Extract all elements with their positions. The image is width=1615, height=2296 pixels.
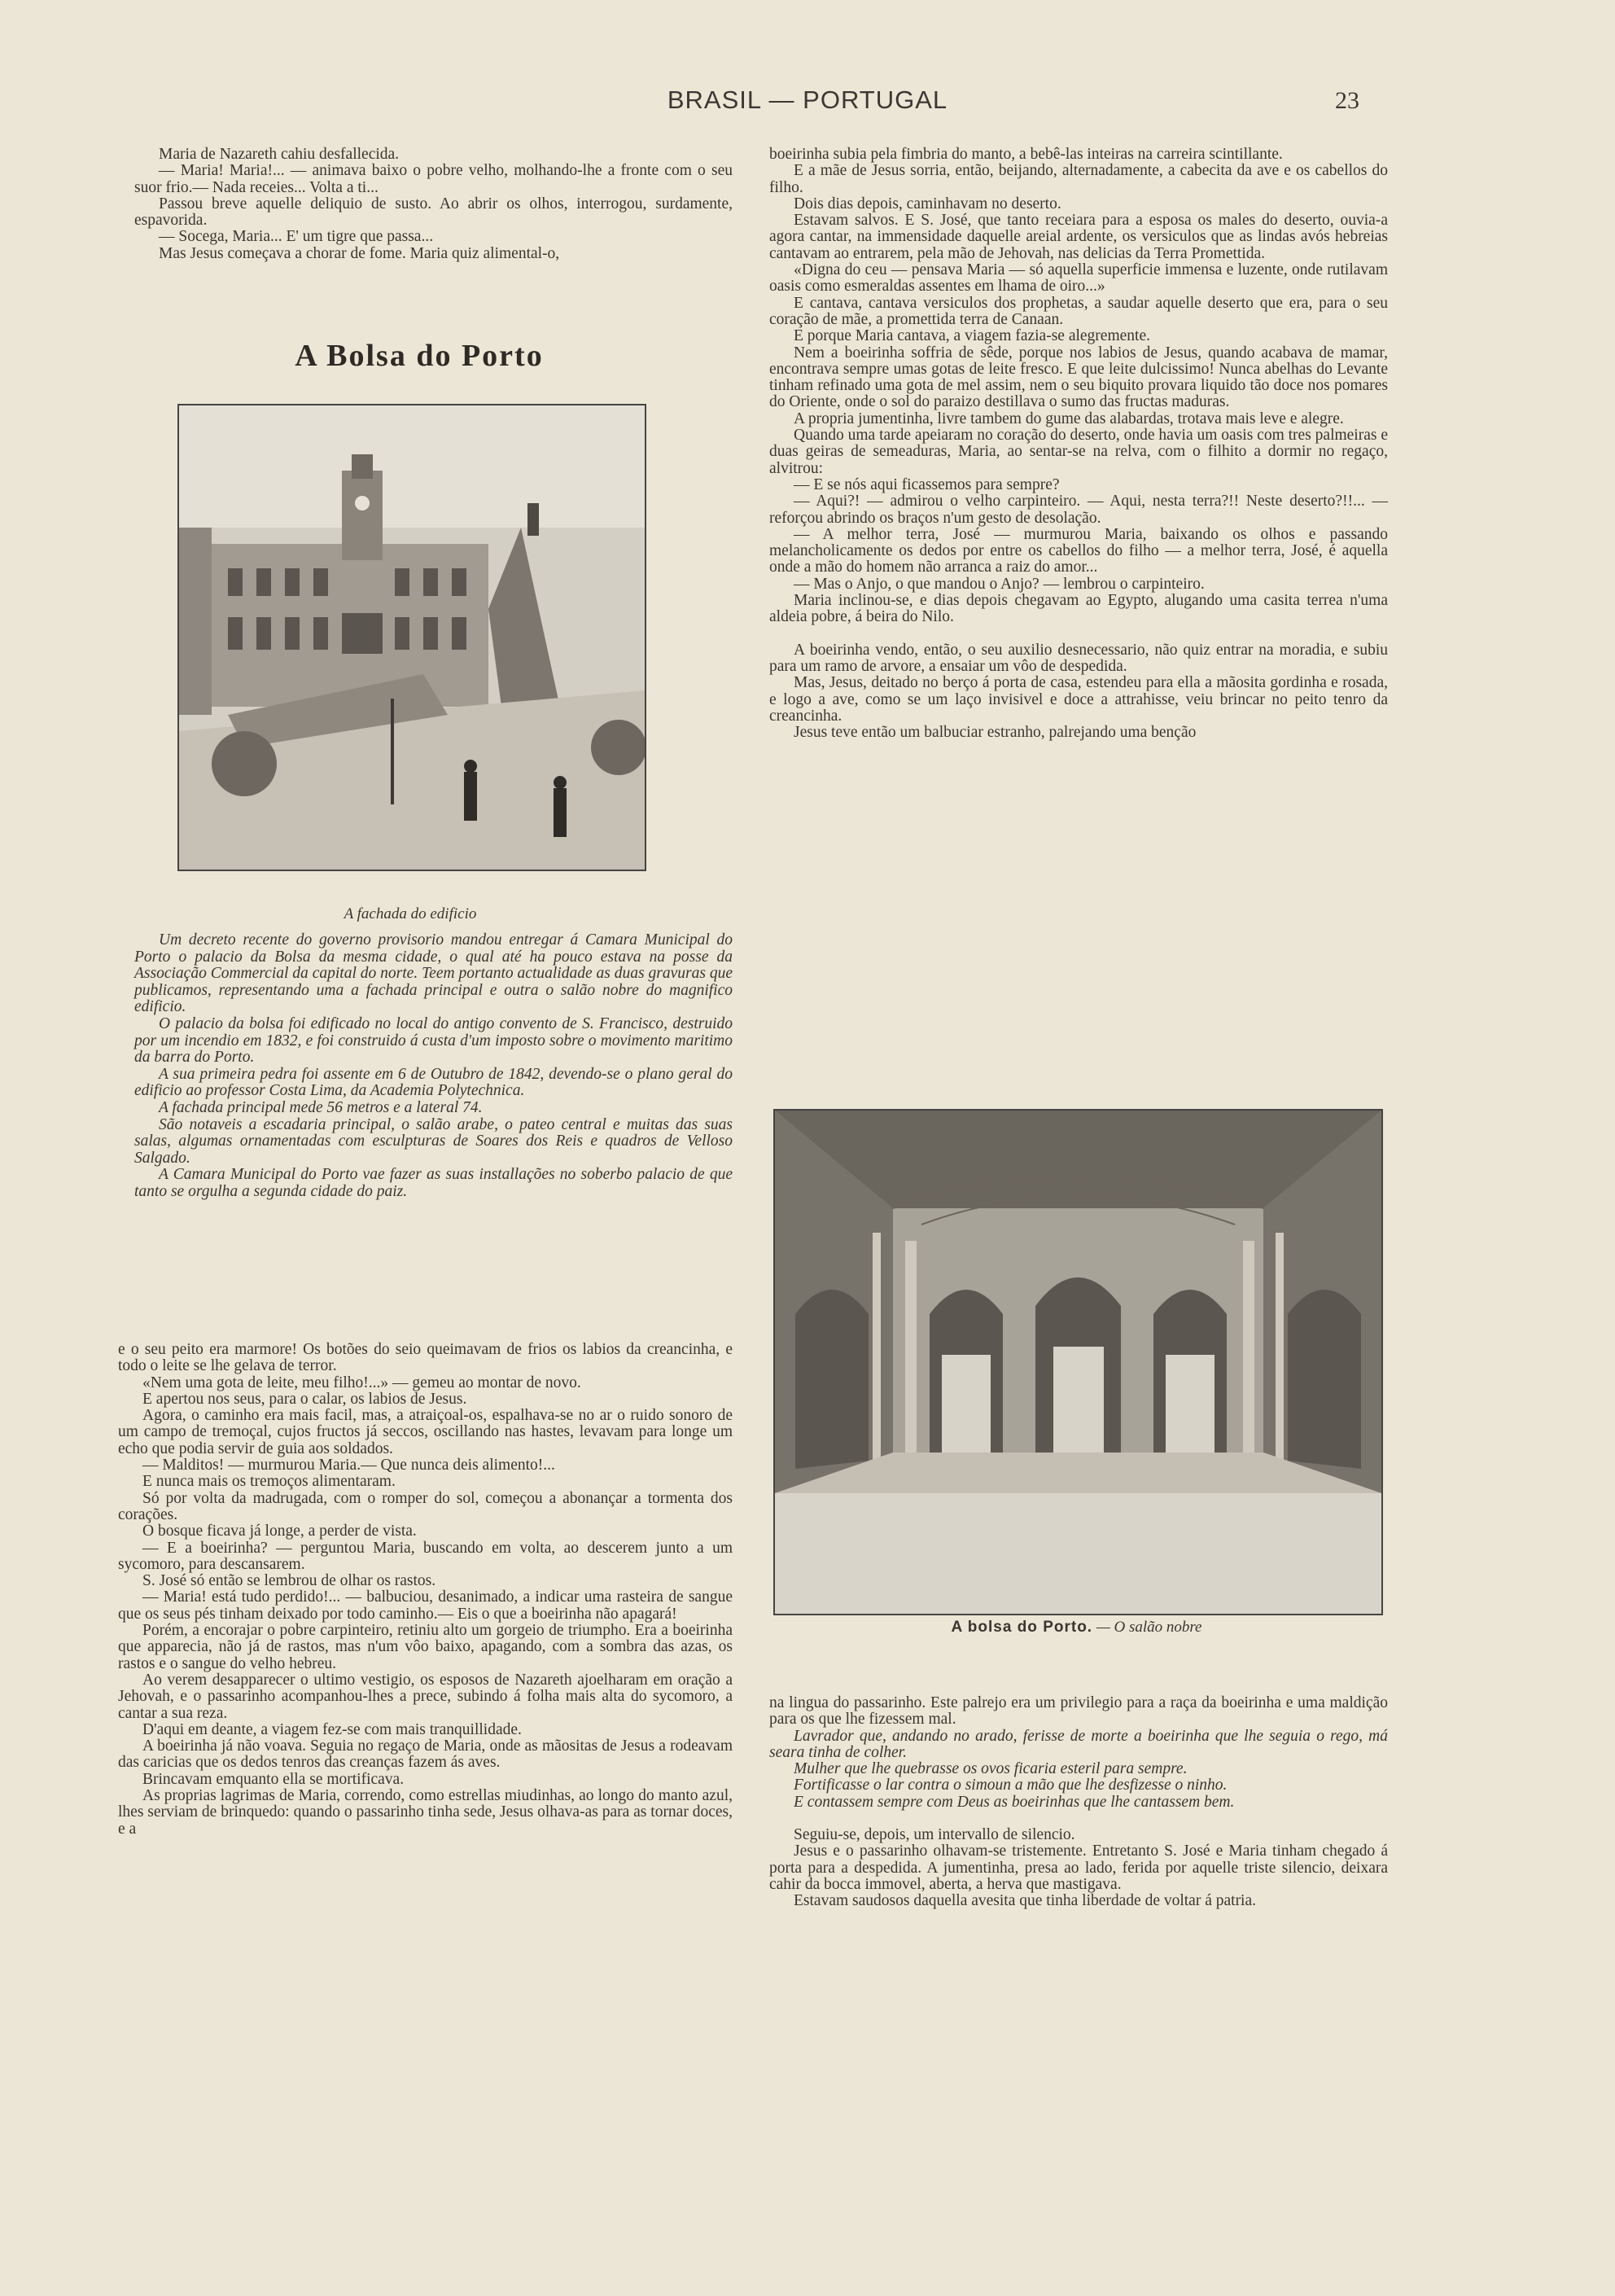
facade-illustration bbox=[179, 405, 645, 870]
paragraph: Mas Jesus começava a chorar de fome. Maria quiz alimental-o, bbox=[159, 244, 560, 262]
paragraph: na lingua do passarinho. Este palrejo era um privilegio para a raça da boeirinha e uma maldição para os que lhe fizessem mal. bbox=[769, 1694, 1388, 1729]
running-head: BRASIL — PORTUGAL bbox=[667, 85, 948, 114]
article-text bbox=[134, 932, 733, 1201]
paragraph: As proprias lagrimas de Maria, correndo, como estrellas miudinhas, ao longo do manto azul, lhes serviam de brinquedo: quando o passarinho tinha sede, Jesus olhava-as para as tornar doces, e a bbox=[118, 1787, 733, 1838]
paragraph: Lavrador que, andando no arado, ferisse de morte a boeirinha que lhe seguia o rego, má seara tinha de colher. bbox=[769, 1727, 1388, 1761]
paragraph: E contassem sempre com Deus as boeirinhas que lhe cantassem bem. bbox=[794, 1793, 1235, 1811]
paragraph: Nem a boeirinha soffria de sêde, porque nos labios de Jesus, quando acabava de mamar, encontrava sempre umas gotas de leite fresco. E que leite dulcissimo! Nunca abelhas do Levante tinham refinado uma gota de mel assim, nem o seu biquito provara liquido tão doce nos pomares do Oriente, onde o sol do paraizo destillava o sumo das fructas maduras. bbox=[769, 344, 1388, 411]
right-column-top-text bbox=[769, 147, 1388, 741]
paragraph: Dois dias depois, caminhavam no deserto. bbox=[794, 195, 1061, 213]
hall-caption-subtitle: — O salão nobre bbox=[1092, 1619, 1202, 1636]
paragraph: São notaveis a escadaria principal, o salão arabe, o pateo central e muitas das suas salas, algumas ornamentadas com esculpturas de Soares dos Reis e quadros de Velloso Salgado. bbox=[134, 1115, 733, 1167]
paragraph: Agora, o caminho era mais facil, mas, a atraiçoal-os, espalhava-se no ar o ruido sonoro de um campo de tremoçal, cujos fructos já seccos, oscillando nas hastes, levavam para longe um echo que podia servir de guia aos soldados. bbox=[118, 1407, 733, 1457]
paragraph: Ao verem desapparecer o ultimo vestigio, os esposos de Nazareth ajoelharam em oração a Jehovah, e o passarinho acompanhou-lhes a prece, subindo á folha mais alta do sycomoro, a cantar a sua reza. bbox=[118, 1671, 733, 1722]
paragraph: — Aqui?! — admirou o velho carpinteiro. — Aqui, nesta terra?!! Neste deserto?!!... — reforçou abrindo os braços n'um gesto de desolação. bbox=[769, 493, 1388, 527]
paragraph: Estavam saudosos daquella avesita que tinha liberdade de voltar á patria. bbox=[794, 1892, 1257, 1910]
hall-illustration bbox=[775, 1111, 1381, 1614]
paragraph: Um decreto recente do governo provisorio mandou entregar á Camara Municipal do Porto o palacio da Bolsa da mesma cidade, o qual até ha pouco estava na posse da Associação Commercial da capital do norte. Teem portanto actualidade as duas gravuras que publicamos, representando uma a fachada principal e outra o salão nobre do magnifico edificio. bbox=[134, 931, 733, 1016]
page-number: 23 bbox=[1335, 87, 1359, 114]
paragraph: E cantava, cantava versiculos dos prophetas, a saudar aquelle deserto que era, para o seu coração de mãe, a promettida terra de Canaan. bbox=[769, 294, 1388, 328]
paragraph: Mas, Jesus, deitado no berço á porta de casa, estendeu para ella a mãosita gordinha e rosada, e logo a ave, como se um laço invisivel e doce a attrahisse, veiu brincar no peito tenro da creancinha. bbox=[769, 674, 1388, 725]
paragraph: — E a boeirinha? — perguntou Maria, buscando em volta, ao descerem junto a um sycomoro, para descansarem. bbox=[118, 1539, 733, 1573]
hall-caption-title: A bolsa do Porto. bbox=[951, 1619, 1093, 1636]
paragraph: — Maria! Maria!... — animava baixo o pobre velho, molhando-lhe a fronte com o seu suor frio.— Nada receies... Volta a ti... bbox=[134, 162, 733, 196]
paragraph: Quando uma tarde apeiaram no coração do deserto, onde havia um oasis com tres palmeiras e duas geiras de semeaduras, Maria, ao sentar-se na relva, com o filhito a dormir no regaço, alvitrou: bbox=[769, 427, 1388, 477]
paragraph: «Nem uma gota de leite, meu filho!...» — gemeu ao montar de novo. bbox=[142, 1374, 581, 1391]
facade-photo bbox=[177, 404, 646, 871]
paragraph: E a mãe de Jesus sorria, então, beijando, alternadamente, a cabecita da ave e os cabellos do filho. bbox=[769, 162, 1388, 196]
paragraph: Jesus e o passarinho olhavam-se tristemente. Entretanto S. José e Maria tinham chegado á porta para a despedida. A jumentinha, presa ao lado, ferida por aquelle triste silencio, deixara cahir da bocca immovel, aberta, a herva que mastigava. bbox=[769, 1842, 1388, 1893]
paragraph: Jesus teve então um balbuciar estranho, palrejando uma benção bbox=[794, 724, 1197, 742]
paragraph: — Socega, Maria... E' um tigre que passa... bbox=[159, 228, 434, 246]
right-column-bottom-text bbox=[769, 1695, 1388, 1910]
paragraph: Porém, a encorajar o pobre carpinteiro, retiniu alto um gorgeio de triumpho. Era a boeirinha que apparecia, não já de rastos, mas n'um vôo baixo, apagando, com a sombra das azas, os rastos e o sangue do velho hebreu. bbox=[118, 1622, 733, 1672]
paragraph: «Digna do ceu — pensava Maria — só aquella superficie immensa e luzente, onde rutilavam oasis como esmeraldas assentes em lhama de oiro...» bbox=[769, 261, 1388, 296]
paragraph: Mulher que lhe quebrasse os ovos ficaria esteril para sempre. bbox=[794, 1760, 1188, 1778]
paragraph: Seguiu-se, depois, um intervallo de silencio. bbox=[794, 1826, 1075, 1844]
paragraph: Estavam salvos. E S. José, que tanto receiara para a esposa os males do deserto, ouvia-a agora cantar, na immensidade daquelle areial ardente, os versiculos que as lindas avós hebreias cantavam ao entrarem, pela mão de Jehovah, nas delicias da Terra Promettida. bbox=[769, 212, 1388, 262]
paragraph: Fortificasse o lar contra o simoun a mão que lhe desfizesse o ninho. bbox=[794, 1777, 1228, 1794]
paragraph: — Maria! está tudo perdido!... — balbuciou, desanimado, a indicar uma rasteira de sangue que os seus pés tinham deixado por todo caminho.— Eis o que a boeirinha não apagará! bbox=[118, 1588, 733, 1623]
paragraph: Maria de Nazareth cahiu desfallecida. bbox=[159, 146, 400, 163]
hall-photo bbox=[773, 1109, 1383, 1615]
paragraph: E porque Maria cantava, a viagem fazia-se alegremente. bbox=[794, 327, 1150, 345]
paragraph: O bosque ficava já longe, a perder de vista. bbox=[142, 1523, 417, 1540]
paragraph: O palacio da bolsa foi edificado no local do antigo convento de S. Francisco, destruido por um incendio em 1832, e foi construido á custa d'um imposto sobre o movimento maritimo da barra do Porto. bbox=[134, 1014, 733, 1067]
article-title: A Bolsa do Porto bbox=[295, 339, 544, 373]
paragraph: — Malditos! — murmurou Maria.— Que nunca deis alimento!... bbox=[142, 1457, 555, 1474]
paragraph: A boeirinha já não voava. Seguia no regaço de Maria, onde as mãositas de Jesus a rodeavam das caricias que os dedos tenros das creanças fazem ás aves. bbox=[118, 1737, 733, 1772]
left-column-top-text bbox=[134, 147, 733, 262]
hall-photo-caption bbox=[773, 1619, 1380, 1637]
paragraph: A Camara Municipal do Porto vae fazer as suas installações no soberbo palacio de que tanto se orgulha a segunda cidade do paiz. bbox=[134, 1166, 733, 1200]
paragraph: E nunca mais os tremoços alimentaram. bbox=[142, 1473, 396, 1491]
paragraph: A sua primeira pedra foi assente em 6 de Outubro de 1842, devendo-se o plano geral do edificio ao professor Costa Lima, da Academia Polytechnica. bbox=[134, 1065, 733, 1100]
paragraph: e o seu peito era marmore! Os botões do seio queimavam de frios os labios da creancinha, e todo o leite se lhe gelava de terror. bbox=[118, 1341, 733, 1375]
paragraph: A boeirinha vendo, então, o seu auxilio desnecessario, não quiz entrar na moradia, e subiu para um ramo de arvore, a ensaiar um vôo de despedida. bbox=[769, 641, 1388, 675]
paragraph: — A melhor terra, José — murmurou Maria, baixando os olhos e passando melancholicamente os dedos por entre os cabellos do filho — a melhor terra, José, é aquella onde a mão do homem não arranca a raiz do amor... bbox=[769, 525, 1388, 576]
paragraph: boeirinha subia pela fimbria do manto, a bebê-las inteiras na carreira scintillante. bbox=[769, 146, 1283, 163]
paragraph: Maria inclinou-se, e dias depois chegavam ao Egypto, alugando uma casita terrea n'uma aldeia pobre, á beira do Nilo. bbox=[769, 592, 1388, 626]
paragraph: — Mas o Anjo, o que mandou o Anjo? — lembrou o carpinteiro. bbox=[794, 575, 1205, 593]
facade-photo-caption: A fachada do edificio bbox=[344, 905, 477, 922]
paragraph: D'aqui em deante, a viagem fez-se com mais tranquillidade. bbox=[142, 1720, 522, 1738]
paragraph: Só por volta da madrugada, com o romper do sol, começou a abonançar a tormenta dos corações. bbox=[118, 1489, 733, 1523]
paragraph: A propria jumentinha, livre tambem do gume das alabardas, trotava mais leve e alegre. bbox=[794, 410, 1344, 427]
left-column-bottom-text bbox=[118, 1342, 733, 1838]
paragraph: Passou breve aquelle deliquio de susto. Ao abrir os olhos, interrogou, surdamente, espavorida. bbox=[134, 195, 733, 230]
paragraph: — E se nós aqui ficassemos para sempre? bbox=[794, 475, 1060, 493]
paragraph: E apertou nos seus, para o calar, os labios de Jesus. bbox=[142, 1390, 467, 1408]
paragraph: Brincavam emquanto ella se mortificava. bbox=[142, 1770, 405, 1788]
paragraph: S. José só então se lembrou de olhar os rastos. bbox=[142, 1572, 436, 1590]
paragraph: A fachada principal mede 56 metros e a lateral 74. bbox=[159, 1098, 483, 1116]
